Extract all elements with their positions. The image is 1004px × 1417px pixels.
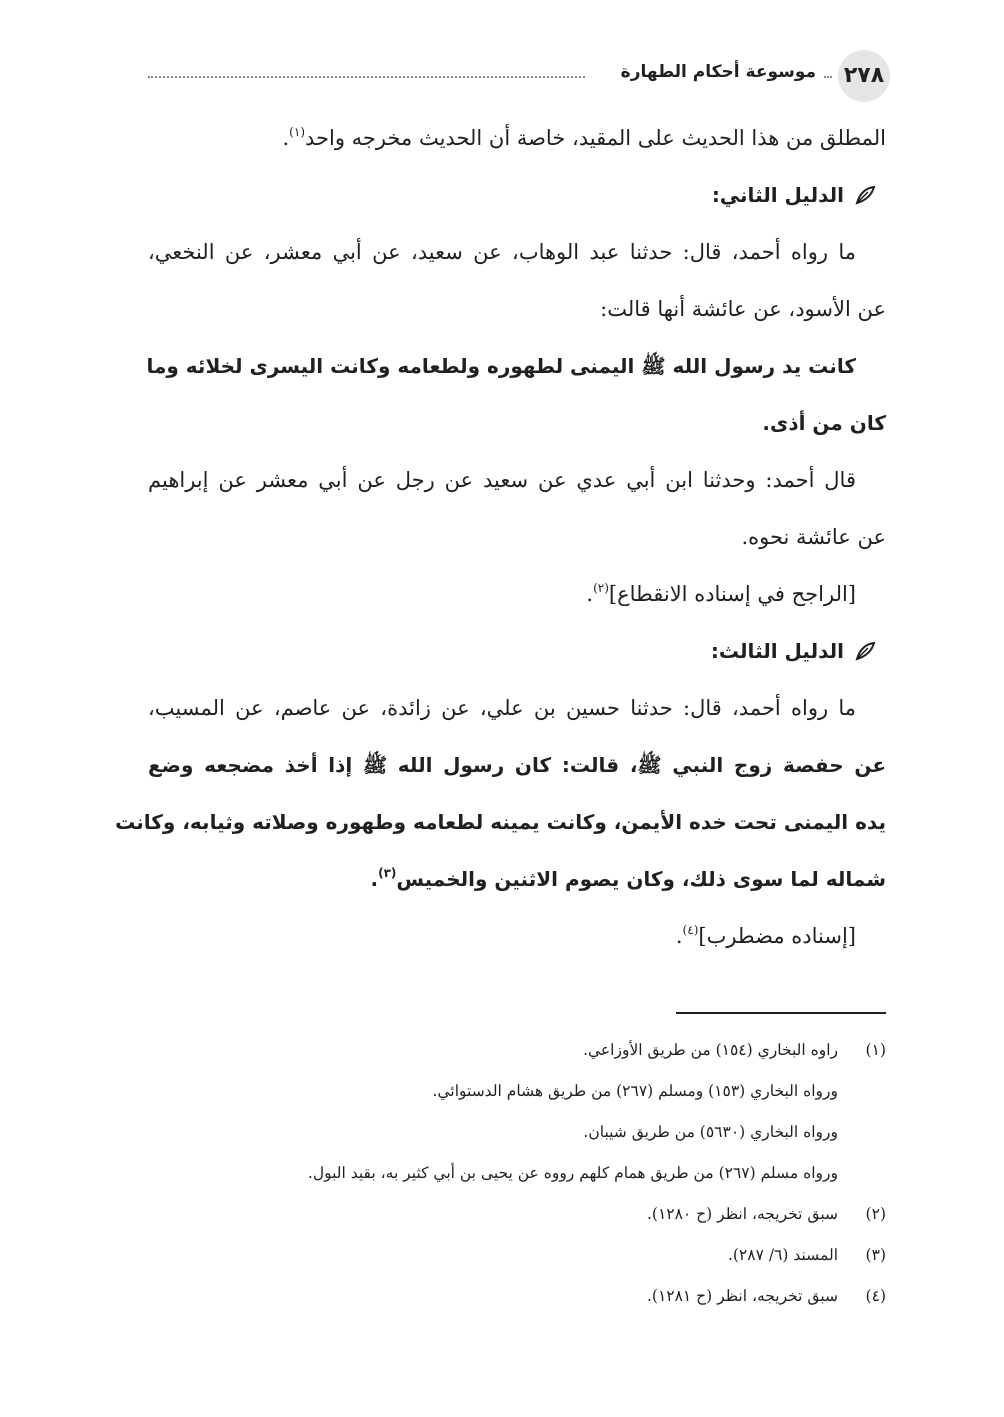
hadith-line: كانت يد رسول الله ﷺ اليمنى لطهوره ولطعامه وكانت اليسرى لخلائه وما	[146, 354, 856, 378]
page-body	[115, 110, 886, 965]
footnote	[148, 1071, 886, 1112]
footnote	[148, 1235, 886, 1276]
ruling-text: [الراجح في إسناده الانقطاع]	[608, 582, 856, 606]
section-heading	[148, 623, 886, 680]
text-span: المطلق من هذا الحديث على المقيد، خاصة أن الحديث مخرجه واحد	[305, 126, 886, 150]
footnote-number: (٣)	[865, 1246, 886, 1264]
header-dots-right	[824, 76, 832, 78]
footnote-text: ورواه البخاري (٥٦٣٠) من طريق شيبان.	[583, 1123, 838, 1141]
paragraph-line: عن عائشة نحوه.	[741, 525, 886, 549]
text-span: .	[675, 924, 683, 948]
paragraph-line: قال أحمد: وحدثنا ابن أبي عدي عن سعيد عن رجل عن أبي معشر عن إبراهيم	[148, 468, 856, 492]
heading-text: الدليل الثالث:	[710, 639, 844, 663]
leaf-icon	[854, 170, 876, 190]
footnote	[148, 1030, 886, 1071]
footnote-ref[interactable]: (١)	[289, 125, 305, 139]
heading-text: الدليل الثاني:	[711, 183, 844, 207]
ruling-line	[148, 566, 886, 623]
footnote-ref[interactable]: (٣)	[378, 866, 397, 880]
hadith-line: عن حفصة زوج النبي ﷺ، قالت: كان رسول الله ﷺ إذا أخذ مضجعه وضع	[148, 753, 886, 777]
footnote-text: ورواه مسلم (٢٦٧) من طريق همام كلهم رووه عن يحيى بن أبي كثير به، بقيد البول.	[307, 1164, 838, 1182]
footnote	[148, 1153, 886, 1194]
footnote-ref[interactable]: (٤)	[682, 923, 699, 937]
footnote-text: ورواه البخاري (١٥٣) ومسلم (٢٦٧) من طريق هشام الدستوائي.	[432, 1082, 838, 1100]
footnote-separator	[676, 1012, 886, 1014]
leaf-icon	[854, 626, 876, 646]
hadith-line: يده اليمنى تحت خده الأيمن، وكانت يمينه لطعامه وطهوره وصلاته وثيابه، وكانت	[115, 810, 886, 834]
text-span: .	[370, 867, 379, 891]
footnotes	[148, 1030, 886, 1317]
text-span: .	[586, 582, 594, 606]
ruling-text: [إسناده مضطرب]	[698, 924, 856, 948]
footnote-number: (١)	[865, 1041, 886, 1059]
text-span: .	[282, 126, 290, 150]
hadith-line	[148, 851, 886, 908]
footnote-number: (٤)	[865, 1287, 886, 1305]
paragraph-line	[148, 110, 886, 167]
footnote	[148, 1276, 886, 1317]
page-header	[148, 50, 890, 100]
footnote-number: (٢)	[865, 1205, 886, 1223]
paragraph-line: ما رواه أحمد، قال: حدثنا عبد الوهاب، عن سعيد، عن أبي معشر، عن النخعي،	[148, 240, 856, 264]
hadith-line: كان من أذى.	[762, 411, 886, 435]
footnote-text: سبق تخريجه، انظر (ح ١٢٨٠).	[646, 1205, 838, 1223]
ruling-line	[148, 908, 886, 965]
footnote-text: المسند (٦/ ٢٨٧).	[727, 1246, 838, 1264]
footnote-ref[interactable]: (٢)	[593, 581, 609, 595]
book-title: موسوعة أحكام الطهارة	[620, 62, 816, 82]
header-dots-left	[148, 76, 585, 78]
text-span: شماله لما سوى ذلك، وكان يصوم الاثنين والخميس	[396, 867, 886, 891]
paragraph-line: ما رواه أحمد، قال: حدثنا حسين بن علي، عن زائدة، عن عاصم، عن المسيب،	[148, 696, 856, 720]
footnote-text: سبق تخريجه، انظر (ح ١٢٨١).	[646, 1287, 838, 1305]
paragraph-line: عن الأسود، عن عائشة أنها قالت:	[600, 297, 886, 321]
section-heading	[148, 167, 886, 224]
footnote	[148, 1112, 886, 1153]
footnote-text: راوه البخاري (١٥٤) من طريق الأوزاعي.	[583, 1041, 838, 1059]
page-number: ٢٧٨	[838, 50, 890, 102]
footnote	[148, 1194, 886, 1235]
